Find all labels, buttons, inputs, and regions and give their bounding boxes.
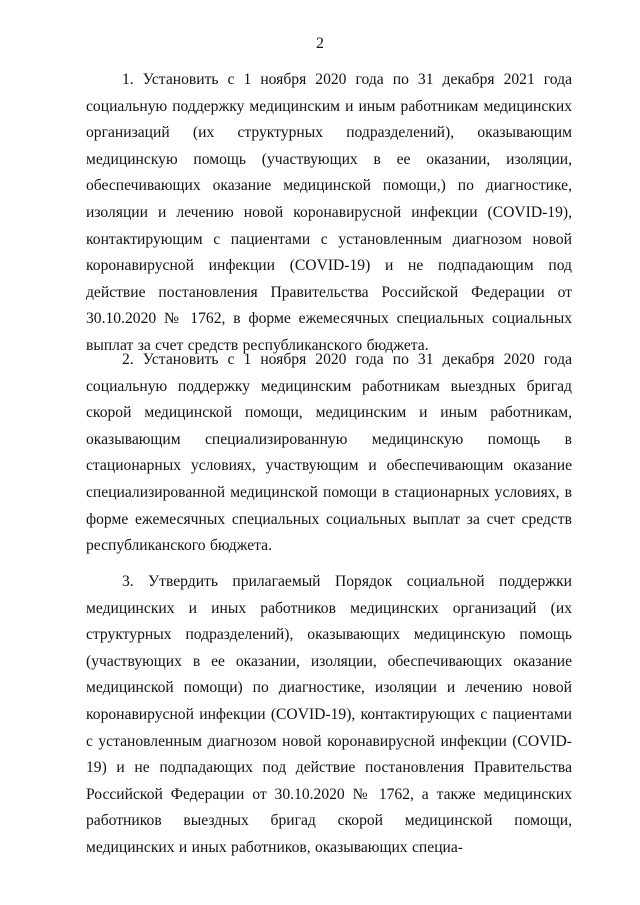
- paragraph-2: 2. Установить с 1 ноября 2020 года по 31 декабря 2020 года социальную поддержку медицинским работникам выездных бригад скорой медицинской помощи, медицинским и иным работникам, оказывающим специализированную медицинскую помощь в стационарных условиях, участвующим и обеспечивающим оказание специализированной медицинской помощи в стационарных условиях, в форме ежемесячных специальных социальных выплат за счет средств республиканского бюджета.: [86, 351, 572, 555]
- paragraph-3: 3. Утвердить прилагаемый Порядок социальной поддержки медицинских и иных работников медицинских организаций (их структурных подразделений), оказывающих медицинскую помощь (участвующих в ее оказании, изоляции, обеспечивающих оказание медицинской помощи) по диагностике, изоляции и лечению новой коронавирусной инфекции (COVID-19), контактирующих с пациентами с установленным диагнозом новой коронавирусной инфекции (COVID-19) и не подпадающих под действие постановления Правительства Российской Федерации от 30.10.2020 № 1762, а также медицинских работников выездных бригад скорой медицинской помощи, медицинских и иных работников, оказывающих специа-: [86, 573, 572, 856]
- page-number: 2: [316, 35, 324, 52]
- paragraph-1: 1. Установить с 1 ноября 2020 года по 31 декабря 2021 года социальную поддержку медицинским и иным работникам медицинских организаций (их структурных подразделений), оказывающим медицинскую помощь (участвующих в ее оказании, изоляции, обеспечивающих оказание медицинской помощи,) по диагностике, изоляции и лечению новой коронавирусной инфекции (COVID-19), контактирующим с пациентами с установленным диагнозом новой коронавирусной инфекции (COVID-19) и не подпадающим под действие постановления Правительства Российской Федерации от 30.10.2020 № 1762, в форме ежемесячных специальных социальных выплат за счет средств республиканского бюджета.: [86, 71, 572, 354]
